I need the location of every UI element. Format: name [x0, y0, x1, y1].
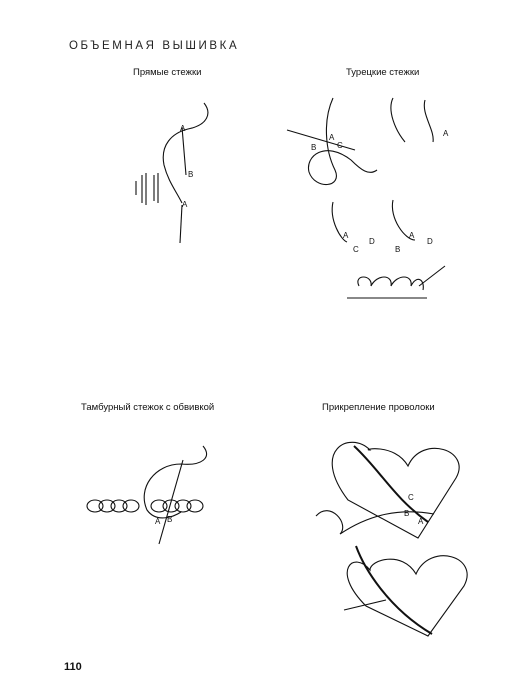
figure-caption-straight-stitches: Прямые стежки — [133, 67, 202, 78]
thread-path — [163, 103, 208, 203]
page-number: 110 — [64, 661, 82, 673]
figure-caption-wire-attachment: Прикрепление проволоки — [322, 402, 435, 413]
figure-caption-tambour-stitch: Тамбурный стежок с обвивкой — [81, 402, 215, 413]
label-c: C — [408, 493, 414, 502]
label-a: A — [409, 231, 415, 240]
label-a: A — [180, 124, 186, 133]
label-c: C — [353, 245, 359, 254]
label-b: B — [395, 245, 401, 254]
label-a: A — [443, 129, 449, 138]
label-a: A — [343, 231, 349, 240]
label-c: C — [337, 141, 343, 150]
label-a: A — [182, 200, 188, 209]
label-d: D — [369, 237, 375, 246]
label-a: A — [329, 133, 335, 142]
label-a: A — [418, 517, 424, 526]
figure-caption-turkish-stitches: Турецкие стежки — [346, 67, 420, 78]
needle — [182, 127, 186, 175]
tambour-stitch-illustration — [85, 440, 225, 550]
label-b: B — [404, 509, 410, 518]
label-b: B — [167, 515, 173, 524]
label-b: B — [311, 143, 317, 152]
turkish-stitches-illustration — [285, 90, 475, 335]
label-d: D — [427, 237, 433, 246]
label-b: B — [188, 170, 194, 179]
wire-attachment-illustration — [310, 430, 480, 635]
straight-stitches-illustration — [120, 95, 230, 255]
needle — [180, 205, 182, 243]
section-title: ОБЪЕМНАЯ ВЫШИВКА — [69, 40, 240, 52]
label-a: A — [155, 517, 161, 526]
